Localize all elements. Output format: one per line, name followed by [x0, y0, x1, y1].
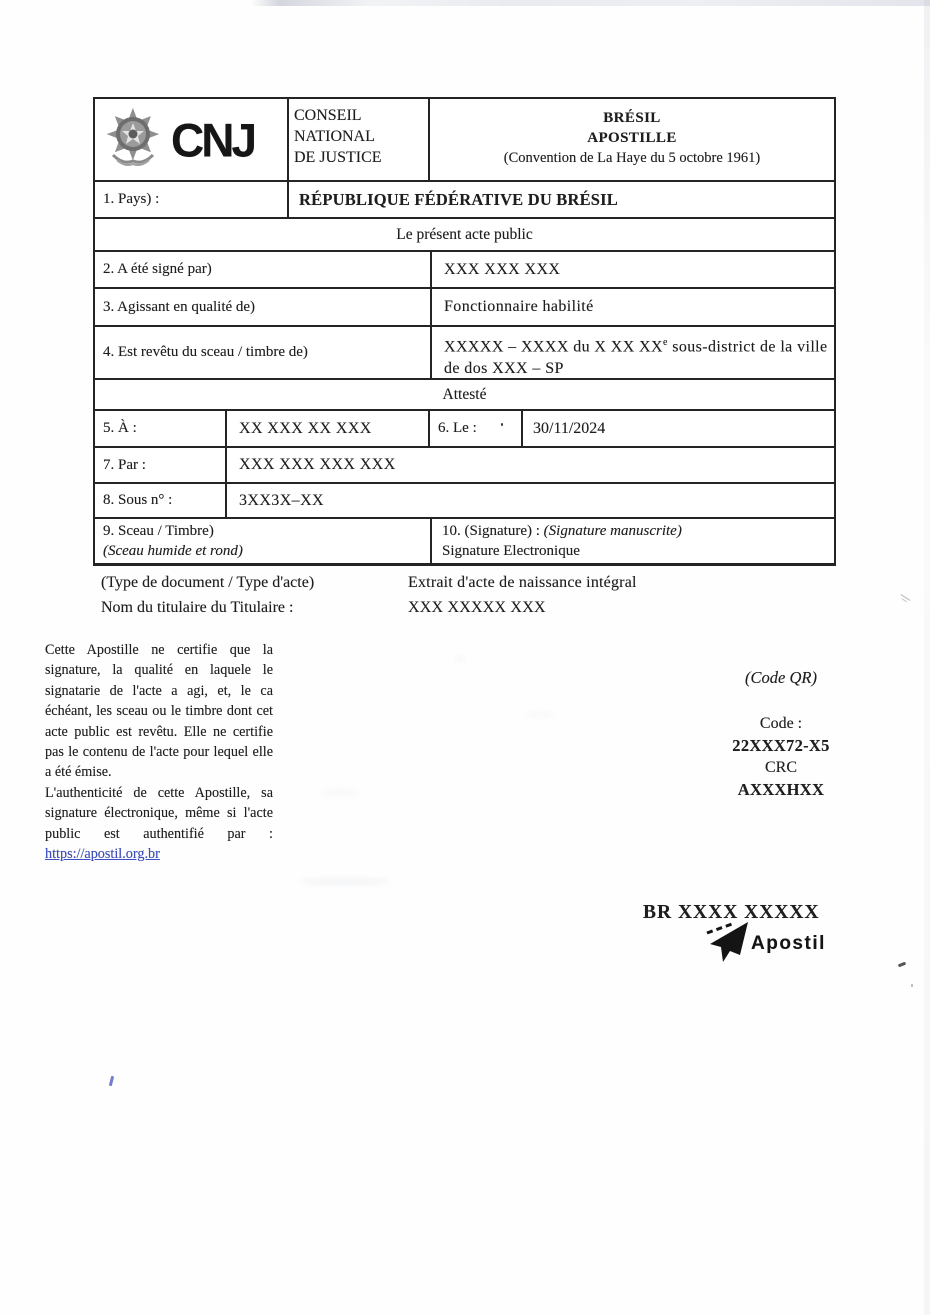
- cnj-logo-cell: [95, 99, 287, 180]
- country-title: BRÉSIL: [603, 110, 661, 126]
- org-line-2: NATIONAL: [294, 128, 375, 145]
- signature-value: Signature Electronique: [442, 543, 580, 559]
- a-label: 5. À :: [103, 420, 137, 436]
- org-line-1: CONSEIL: [294, 107, 362, 124]
- sous-numero-value: 3XX3X–XX: [225, 484, 834, 517]
- code-value: 22XXX72-X5: [732, 736, 830, 755]
- signe-par-value: XXX XXX XXX: [430, 252, 834, 287]
- scan-artifact-smudge: [300, 878, 390, 885]
- scan-artifact-blue-slash: [109, 1076, 114, 1086]
- row-sous-numero: [95, 484, 834, 519]
- org-line-3: DE JUSTICE: [294, 149, 382, 166]
- le-label: [428, 411, 521, 446]
- sceau-timbre-de-label: 4. Est revêtu du sceau / timbre de): [103, 344, 308, 360]
- scan-artifact-smudge: [455, 657, 465, 661]
- disclaimer-paragraph: [45, 640, 273, 864]
- row-sceau-signature: [95, 519, 834, 563]
- scan-artifact-dot: [911, 984, 913, 987]
- scan-artifact-smudge: [320, 790, 360, 795]
- row-pays: [95, 182, 834, 219]
- scan-artifact-smudge: [525, 712, 555, 717]
- cnj-logo-text: CNJ: [171, 112, 255, 167]
- brazil-coat-of-arms-icon: [105, 103, 161, 176]
- code-block: [685, 668, 877, 801]
- sceau-timbre-de-value: [430, 327, 834, 378]
- apostil-link[interactable]: https://apostil.org.br: [45, 846, 160, 863]
- sceau-timbre-label: 9. Sceau / Timbre): [103, 523, 214, 539]
- atteste-text: Attesté: [442, 385, 487, 403]
- disclaimer-text-2: L'authenticité de cette Apostille, sa signature électronique, même si l'acte public est authentifié par :: [45, 784, 273, 842]
- row-signe-par: [95, 252, 834, 289]
- scan-artifact-right-edge: [924, 0, 930, 1315]
- row-sceau-timbre: [95, 327, 834, 380]
- row-acte-public: [95, 219, 834, 252]
- sceau-timbre-note: (Sceau humide et rond): [103, 543, 243, 559]
- org-name-cell: [287, 99, 428, 180]
- apostil-brand-text: Apostil: [751, 933, 826, 954]
- apostille-table: [93, 97, 836, 566]
- crc-label: CRC: [764, 759, 797, 776]
- qr-code-caption: (Code QR): [745, 668, 817, 687]
- scan-artifact-squiggle: [901, 594, 911, 601]
- row-par: [95, 448, 834, 484]
- crc-value: AXXXHXX: [737, 780, 825, 799]
- pays-value: RÉPUBLIQUE FÉDÉRATIVE DU BRÉSIL: [287, 182, 834, 217]
- signature-label: 10. (Signature) :: [442, 523, 544, 539]
- le-value: 30/11/2024: [521, 411, 834, 446]
- titulaire-label: Nom du titulaire du Titulaire :: [101, 598, 294, 616]
- header-row: [95, 99, 834, 182]
- scan-artifact-pen-mark: [898, 962, 907, 968]
- apostil-plane-icon: [704, 919, 752, 970]
- signature-label-line: [442, 521, 834, 541]
- qualite-value: Fonctionnaire habilité: [430, 289, 834, 325]
- document-type-label: (Type de document / Type d'acte): [101, 573, 315, 591]
- document-type-value: Extrait d'acte de naissance intégral: [408, 573, 637, 591]
- convention-subtitle: (Convention de La Haye du 5 octobre 1961): [503, 150, 761, 166]
- sceau-timbre-cell: [95, 519, 430, 563]
- code-label: Code :: [759, 715, 803, 732]
- par-value: XXX XXX XXX XXX: [225, 448, 834, 482]
- par-label: 7. Par :: [103, 456, 146, 473]
- le-label-text: 6. Le :: [438, 420, 477, 436]
- a-value: XX XXX XX XXX: [225, 411, 428, 446]
- titulaire-value: XXX XXXXX XXX: [408, 598, 546, 616]
- row-lieu-date: [95, 411, 834, 448]
- row-qualite: [95, 289, 834, 327]
- sceau-value-part1: XXXXX – XXXX du X XX XX: [444, 338, 663, 356]
- row-atteste: [95, 380, 834, 411]
- signe-par-label: 2. A été signé par): [103, 261, 212, 277]
- signature-cell: [430, 519, 834, 563]
- sceau-value-part2: sous-district de la ville de dos XXX – SP: [444, 338, 828, 378]
- disclaimer-text-1: Cette Apostille ne certifie que la signature, la qualité en laquele le signatarie de l'acte a agi, et, le ca échéant, les sceau ou le timbre dont cet acte public est revêtu. Elle ne certifie pas le contenu de l'acte pour lequel elle a été émise.: [45, 642, 273, 781]
- scan-speck: [501, 423, 503, 426]
- br-apostille-number: BR XXXX XXXXX: [643, 902, 820, 923]
- document-info: [101, 570, 821, 620]
- title-cell: [428, 99, 834, 180]
- sous-numero-label: 8. Sous n° :: [103, 492, 173, 508]
- sceau-value-superscript: e: [662, 337, 668, 348]
- scan-artifact-top-band: [0, 0, 930, 6]
- acte-public-text: Le présent acte public: [396, 225, 533, 243]
- qualite-label: 3. Agissant en qualité de): [103, 298, 256, 315]
- signature-label-italic: (Signature manuscrite): [543, 523, 682, 539]
- pays-label: 1. Pays) :: [103, 191, 160, 207]
- apostille-title: APOSTILLE: [587, 130, 677, 146]
